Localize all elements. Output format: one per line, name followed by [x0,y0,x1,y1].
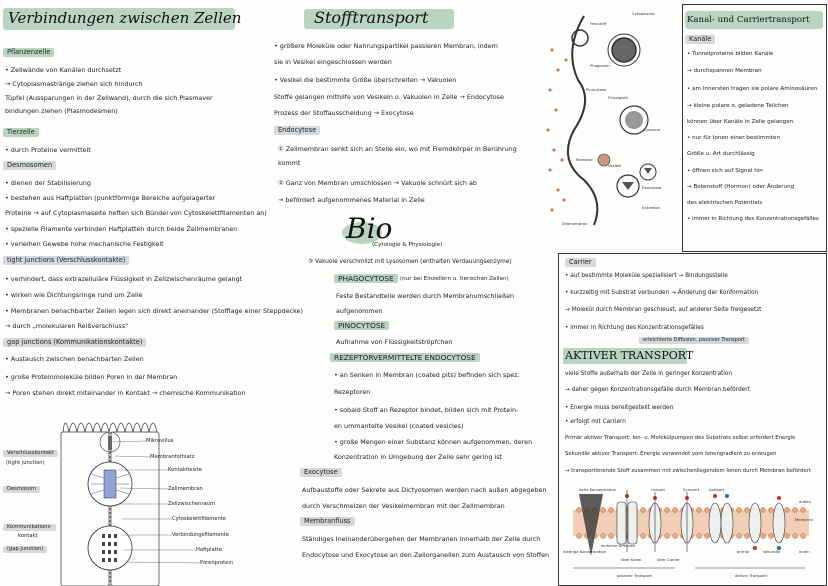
bio-logo: Bio [346,212,393,245]
tier-line-0: • durch Proteine vermittelt [5,146,91,154]
membrane-label-high: hohe Konzentration [579,487,617,492]
membrane-label-symport: Symport [683,487,700,492]
secondary-active: Sekundär aktiver Transport: Energie verwendet vom Ionengradient zu erzeugen [565,451,777,457]
phago-line-1: aufgenommen [336,307,383,315]
rez-line-2: • sobald Stoff an Rezeptor bindet, bilden sich mit Protein- [334,406,519,414]
flux-line-1: Endocytose und Exocytose an den Zellorganellen zum Austausch von Stoffen [302,551,550,559]
desmo-line-1: • bestehen aus Haftplatten (punktförmige Bereiche aufgelagerter [5,194,216,202]
label-intercellular-space: Zellzwischenraum [168,501,216,507]
aktiv-line-2: • Energie muss bereitgestellt werden [565,405,674,411]
endo-line-0: ① Zellmembran senkt sich an Stelle ein, wo mit Fremdkörper in Berührung [278,145,517,153]
endo-diagram-label-10: Zellmembran [562,221,588,226]
membrane-label-simple-diffusion: einfache Diffusion [601,543,636,548]
heading-desmosomes: Desmosomen [3,161,56,170]
label-tight-junction-en: (tight junction) [6,460,45,466]
label-gap-junction-a: Kommunikations- [3,524,56,531]
flux-line-0: Ständiges Ineinanderübergehen der Membranen innerhalb der Zelle durch [302,535,541,543]
plasmo-line-3: bindungen ziehen (Plasmodesmen) [5,107,118,115]
intro-line-1: sie in Vesikel eingeschlossen werden [274,58,392,66]
tight-line-0: • verhindert, dass extrazelluläre Flüssigkeit in Zellzwischenräume gelangt [5,275,243,283]
label-contact-strip: Kontaktleiste [168,467,202,473]
channel-carrier-box [682,4,827,252]
label-gap-junction-c: (gap junction) [3,546,47,553]
phago-line-0: Feste Bestandteile werden durch Membranumschließen [336,292,515,300]
carrier-line-3: • immer in Richtung des Konzentrationsgefälles [565,325,704,331]
kanal-line-10: • immer in Richtung des Konzentrationsgefälles [687,216,819,222]
membrane-label-primary: primär [737,549,750,554]
endo-diagram-label-8: Exocytose [642,185,662,190]
title-channel-carrier: Kanal- und Carriertransport [687,15,810,25]
desmo-line-0: • dienen der Stabilisierung [5,179,91,187]
heading-membrane-flux: Membranfluss [300,517,355,526]
aktiv-line-1: → daher gegen Konzentrationsgefälle durch Membran befördert [565,387,750,393]
membrane-label-via-channel: über Kanal [621,557,642,562]
endo-diagram-label-2: Phagosom [590,63,610,68]
kanal-line-8: → Botenstoff (Hormon) oder Änderung [687,184,795,190]
heading-receptor-endocytosis: REZEPTORVERMITTELTE ENDOCYTOSE [330,353,480,362]
secondary-line-2: → transportierende Stoff zusammen mit zwischenliegendem Ionen durch Membran befördert [565,468,812,474]
heading-animal-cell: Tierzelle [3,128,39,137]
heading-carrier: Carrier [565,258,596,267]
rez-line-3: en ummantelte Vesikel (coated vesicles) [334,422,464,430]
desmo-line-4: • verleihen Gewebe hohe mechanische Festigkeit [5,240,164,248]
endo-line-2: ② Ganz von Membran umschlossen → Vakuole schnürt sich ab [278,179,477,187]
page-title-transport: Stofftransport [314,8,429,27]
kanal-line-7: • öffnen sich auf Signal hin [687,168,763,174]
endo-step-3: ③ Vakuole verschmilzt mit Lysosomen (enthalten Verdauungsenzyme) [308,259,512,265]
label-adhesion-plate: Haftplatte [196,547,223,553]
membrane-label-outside: außen [799,499,811,504]
phago-note: (nur bei Einzellern u. tierischen Zellen) [400,276,509,282]
endo-diagram-label-6: Vesikel [608,163,622,168]
plasmo-line-0: • Zellwände von Kanälen durchsetzt [5,66,122,74]
exo-line-0: Aufbaustoffe oder Sekrete aus Dictyosomen werden nach außen abgegeben [302,486,547,494]
rez-line-1: Rezeptoren [334,388,371,396]
desmo-line-2: Proteine → auf Cytoplasmaseite heften sich Bündel von Cytoskelettfilamenten an) [5,209,267,217]
heading-phagocytosis: PHAGOCYTOSE [334,274,398,283]
tight-line-1: • wirken wie Dichtungsringe rund um Zelle [5,291,143,299]
heading-pinocytosis: PINOCYTOSE [334,321,389,330]
aktiv-line-0: viele Stoffe außerhalb der Zelle in geringer Konzentration [565,371,733,377]
primary-active: Primär aktiver Transport: Ion- u. Molekülpumpen des Substrats selbst erfordert Energie [565,435,796,441]
endocytosis-diagram [544,10,674,230]
endo-diagram-label-7: Lysosom [644,127,661,132]
kanal-line-3: → kleine polare o. geladene Teilchen [687,103,789,109]
membrane-label-active: aktiver Transport [735,573,768,578]
aktiv-line-3: • erfolgt mit Carriern [565,419,626,425]
desmo-line-3: • spezielle Filamente verbinden Haftplatten durch beide Zellmembranen [5,225,238,233]
heading-exocytosis: Exocytose [300,468,342,477]
kanal-line-1: → durchspannen Membran [687,68,762,74]
membrane-transport-diagram [565,484,820,582]
active-transport-box [558,253,827,586]
heading-plant-cell: Pflanzenzelle [3,48,54,57]
endo-diagram-label-1: Feststoff [590,21,607,26]
endo-diagram-label-3: Pinocytose [586,87,607,92]
kanal-line-9: des elektrischen Potentials [687,200,763,206]
gap-line-1: • große Proteinmoleküle bilden Poren in der Membran [5,373,178,381]
label-membrane-process: Membranfortsatz [150,454,195,460]
bio-subtitle: (Cytologie & Physiologie) [372,242,443,248]
membrane-label-membrane: Membran [795,517,814,522]
membrane-label-uniport: Uniport [651,487,666,492]
kanal-line-5: • nur für Ionen einer bestimmten [687,135,781,141]
page-title-connections: Verbindungen zwischen Zellen [8,9,242,27]
membrane-label-secondary: sekundär [763,549,781,554]
carrier-line-0: • auf bestimmte Moleküle spezialisiert → Bindungsstelle [565,273,728,279]
intro-line-2: • Vesikel die bestimmte Größe überschreiten → Vakuolen [274,76,457,84]
plasmo-line-2: Tüpfel (Aussparungen in der Zellwand), durch die sich Plasmaver [5,94,213,102]
diagram-leader-lines [110,430,210,570]
kanal-line-4: können über Kanäle in Zelle gelangen [687,119,794,125]
endo-diagram-label-0: Cytoplasma [632,11,655,16]
label-microvillus: Mikrovillus [146,438,174,444]
kanal-line-2: • am Innersten tragen sie polare Aminosäuren [687,86,818,92]
endo-line-3: → befördert aufgenommenes Material in Zelle [278,196,425,204]
tight-line-3: → durch „molekularen Reißverschluss" [5,322,129,330]
carrier-line-1: • kurzzeitig mit Substrat verbunden → Änderung der Konformation [565,290,759,296]
rez-line-5: Konzentration in Umgebung der Zelle sehr gering ist [334,453,503,461]
membrane-label-inside: innen [799,549,810,554]
exo-line-1: durch Verschmelzen der Vesikelmembran mit der Zellmembran [302,502,505,510]
plasmo-line-1: → Cytoplasmastränge ziehen sich hindurch [5,80,143,88]
gap-line-2: → Poren stehen direkt miteinander in Kontakt → chemische Kommunikation [5,389,246,397]
membrane-label-passive: passiver Transport [617,573,652,578]
label-desmosome: Desmosom [3,486,40,493]
kanal-line-0: • Tunnelproteine bilden Kanäle [687,51,774,57]
endo-diagram-label-4: Flüssigkeit [608,95,629,100]
endo-diagram-label-5: Rezeptor [576,157,593,162]
endo-line-1: kommt [278,159,301,167]
title-active-transport: AKTIVER TRANSPORT [565,349,694,362]
rez-line-4: • große Mengen einer Substanz können aufgenommen, deren [334,438,533,446]
label-tight-junction: Verschlusskontakt [3,450,58,457]
intro-line-3: Stoffe gelangen mithilfe von Vesikeln o. Vakuolen in Zelle → Endocytose [274,93,504,101]
label-linking-filaments: Verbindungsfilamente [172,532,230,538]
carrier-line-2: → Molekül durch Membran geschleust, auf anderer Seite freigesetzt [565,307,762,313]
label-cell-membrane: Zellmembran [168,486,203,492]
kanal-line-6: Größe u. Art durchlässig [687,151,755,157]
tight-line-2: • Membranen benachbarter Zellen legen sich direkt aneinander (Stofflage einer Steppdecke) [5,307,303,315]
label-cytoskeleton: Cytoskelettfilamente [172,516,226,522]
membrane-label-antiport: Antiport [709,487,725,492]
label-pore-protein: Porenprotein [200,560,234,566]
endo-diagram-label-9: Exkretion [642,205,660,210]
membrane-label-low: niedrige Konzentration [563,549,607,554]
intro-line-4: Prozess der Stoffausscheidung → Exocytose [274,109,414,117]
membrane-label-via-carrier: über Carrier [657,557,680,562]
heading-gap-junctions: gap junctions (Kommunikationskontakte) [3,338,146,347]
heading-tight-junctions: tight junctions (Verschlusskontakte) [3,256,129,265]
heading-endocytosis: Endocytose [274,126,320,135]
passive-transport-note: erleichterte Diffusion, passiver Transport [639,337,749,344]
pino-line-0: Aufnahme von Flüssigkeitströpfchen [336,338,453,346]
heading-channels: Kanäle [685,35,715,44]
intro-line-0: • größere Moleküle oder Nahrungspartikel passieren Membran, indem [274,42,498,50]
rez-line-0: • an Senken in Membran (coated pits) befinden sich spez. [334,371,520,379]
label-gap-junction-b: kontakt [18,533,38,539]
gap-line-0: • Austausch zwischen benachbarten Zellen [5,355,144,363]
